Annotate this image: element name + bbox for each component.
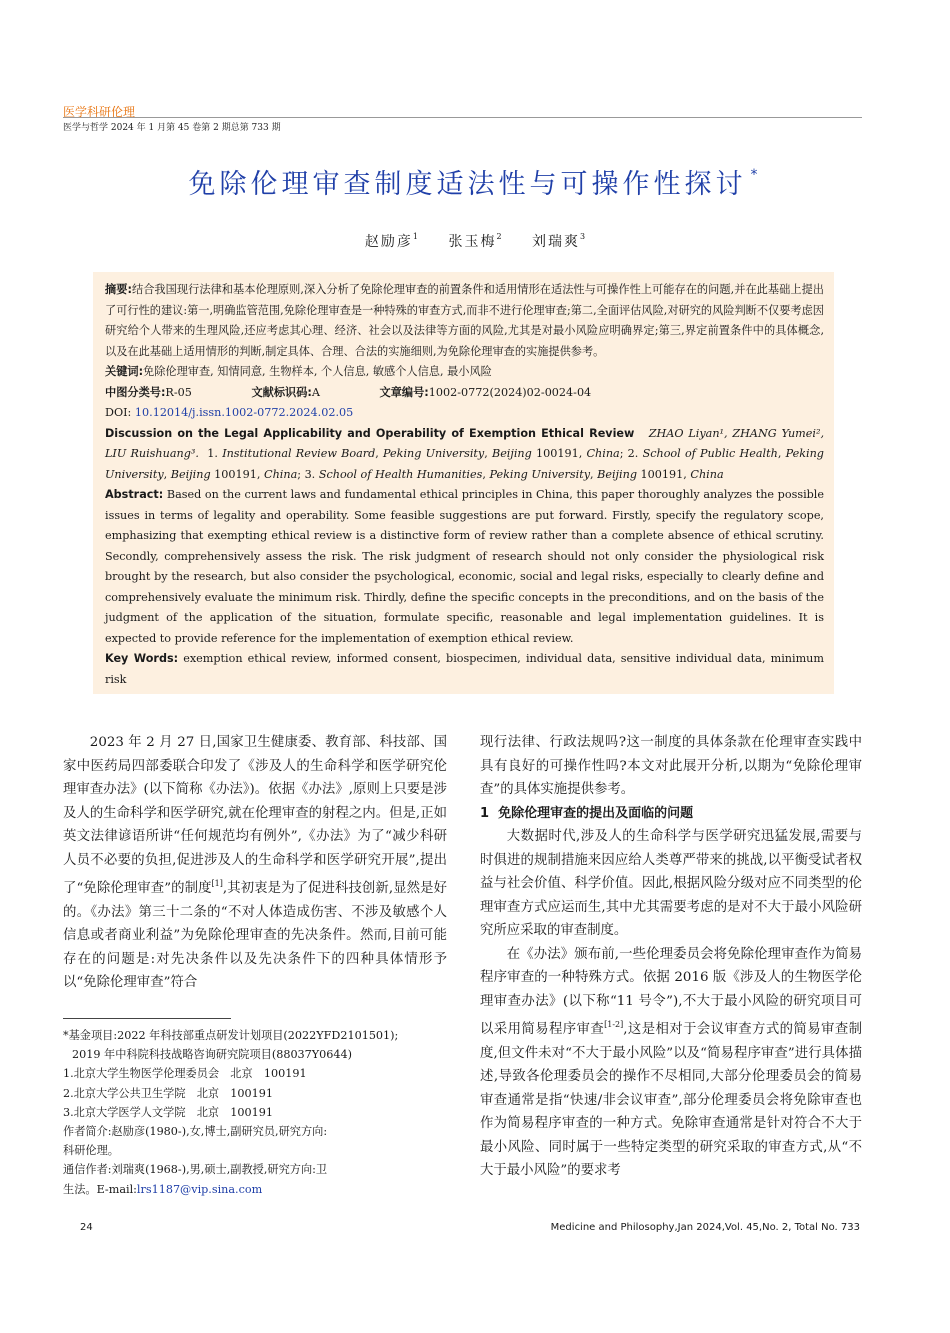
english-authors: ZHAO Liyan¹, ZHANG Yumei², LIU Ruishuang³. [105,426,825,460]
body-paragraph: 2023 年 2 月 27 日,国家卫生健康委、教育部、科技部、国家中医药局四部委联合印发了《涉及人的生命科学和医学研究伦理审查办法》(以下简称《办法》)。依据《办法》,原则上只要是涉及人的生命科学和医学研究,就在伦理审查的射程之内。但是,正如英文法律谚语所讲“任何规范均有例外”,《办法》为了“减少科研人员不必要的负担,促进涉及人的生命科学和医学研究开展”,提出了“免除伦理审查”的制度[1],其初衷是为了促进科技创新,显然是好的。《办法》第三十二条的“不对人体造成伤害、不涉及敏感个人信息或者商业利益”为免除伦理审查的先决条件。然而,目前可能存在的问题是:对先决条件以及先决条件下的四种具体情形予以“免除伦理审查”符合 [63,735,447,990]
body-paragraph: 大数据时代,涉及人的生命科学与医学研究迅猛发展,需要与时俱进的规制措施来因应给人类尊严带来的挑战,以平衡受试者权益与社会价值、科学价值。因此,根据风险分级对应不同类型的伦理审查方式应运而生,其中尤其需要考虑的是对不大于最小风险研究所应采取的审查制度。 [480,829,862,938]
journal-info: 医学与哲学 2024 年 1 月第 45 卷第 2 期总第 733 期 [63,123,281,133]
author-bio: 作者简介:赵励彦(1980-),女,博士,副研究员,研究方向: [63,1125,328,1139]
affiliation-1: 1.北京大学生物医学伦理委员会 北京 100191 [63,1067,307,1081]
english-title: Discussion on the Legal Applicability and Operability of Exemption Ethical Review [105,426,635,440]
doi-link[interactable]: 10.12014/j.issn.1002-0772.2024.02.05 [134,406,354,419]
affiliation-3: 3.北京大学医学人文学院 北京 100191 [63,1105,274,1119]
citation: [1-2] [604,1020,624,1029]
abstract-box [93,272,834,694]
corresponding-author: 通信作者:刘瑞爽(1968-),男,硕士,副教授,研究方向:卫 [63,1163,328,1177]
paper-title [63,162,887,201]
english-keywords: Key Words: exemption ethical review, informed consent, biospecimen, individual data, sensitive individual data, minimum risk [105,652,824,686]
title-text: 免除伦理审查制度适法性与可操作性探讨 [188,169,747,200]
body-right-column [480,731,862,1183]
body-paragraph: 现行法律、行政法规吗?这一制度的具体条款在伦理审查实践中具有良好的可操作性吗?本文对此展开分析,以期为“免除伦理审查”的具体实施提供参考。 [480,735,862,797]
body-paragraph: 在《办法》颁布前,一些伦理委员会将免除伦理审查作为简易程序审查的一种特殊方式。依据 2016 版《涉及人的生物医学伦理审查办法》(以下称“11 号令”),不大于最小风险的研究项目可以采用简易程序审查[1-2],这是相对于会议审查方式的简易审查制度,但文件未对“不大于最小风险”以及“简易程序审查”进行具体描述,导致各伦理委员会的操作不尽相同,大部分伦理委员会的简易审查通常是指“快速/非会议审查”,部分伦理委员会将免除审查也作为简易程序审查的一种方式。免除审查通常是针对符合不大于最小风险、同时属于一些特定类型的研究采取的审查方式,从“不大于最小风险”的要求考 [480,946,862,1178]
author-list [63,231,887,251]
classification-row: 中图分类号:R-05 文献标识码:A 文章编号:1002-0772(2024)02-0024-04 [105,385,592,399]
page-number: 24 [80,1222,93,1233]
affiliation-2: 2.北京大学公共卫生学院 北京 100191 [63,1086,274,1100]
fund-note: *基金项目:2022 年科技部重点研发计划项目(2022YFD2101501); [63,1029,399,1042]
doi-row: DOI: 10.12014/j.issn.1002-0772.2024.02.05 [105,406,354,419]
title-fund-mark: * [750,167,762,183]
english-title-row: Discussion on the Legal Applicability and Operability of Exemption Ethical Review ZHAO Liyan¹, ZHANG Yumei², LIU Ruishuang³. 1. Institutional Review Board, Peking University, Beijing 100191, China; 2. School of Public Health, Peking University, Beijing 100191, China; 3. School of Health Humanities, Peking University, Beijing 100191, China [105,426,825,481]
header-rule [63,117,862,118]
section-tag: 医学科研伦理 [63,105,136,119]
citation: [1] [211,879,223,888]
section-heading: 1 免除伦理审查的提出及面临的问题 [480,805,694,821]
keywords-cn: 关键词:免除伦理审查, 知情同意, 生物样本, 个人信息, 敏感个人信息, 最小风险 [105,365,492,378]
email-link[interactable]: lrs1187@vip.sina.com [136,1182,263,1196]
footnotes: *基金项目:2022 年科技部重点研发计划项目(2022YFD2101501); 2019 年中科院科技战略咨询研究院项目(88037Y0644) 1.北京大学生物医学伦理委员会 北京 100191 2.北京大学公共卫生学院 北京 100191 3.北京大学医学人文学院 北京 100191 作者简介:赵励彦(1980-),女,博士,副研究员,研究方向: 科研伦理。 通信作者:刘瑞爽(1968-),男,硕士,副教授,研究方向:卫 生法。E-mail:lrs1187@vip.sina.com [63,1026,447,1199]
body-left-column [63,731,447,995]
author-3: 刘瑞爽$^3$ [532,232,586,250]
abstract-cn: 摘要:结合我国现行法律和基本伦理原则,深入分析了免除伦理审查的前置条件和适用情形在适法性与可操作性上可能存在的问题,并在此基础上提出了可行性的建议:第一,明确监管范围,免除伦理审查是一种特殊的审查方式,而非不进行伦理审查;第二,全面评估风险,对研究的风险判断不仅要考虑因研究给个人带来的生理风险,还应考虑其心理、经济、社会以及法律等方面的风险,尤其是对最小风险应明确界定;第三,界定前置条件中的具体概念,以及在此基础上适用情形的判断,制定具体、合理、合法的实施细则,为免除伦理审查的实施提供参考。 [105,283,824,358]
author-2: 张玉梅$^2$ [448,232,502,250]
footnote-rule [63,1018,231,1019]
english-abstract: Abstract: Based on the current laws and fundamental ethical principles in China, this paper thoroughly analyzes the possible issues in terms of legality and operability. Some feasible suggestions are put forward. Firstly, specify the regulatory scope, emphasizing that exempting ethical review is a distinctive form of review rather than a complete absence of ethical scrutiny. Secondly, comprehensively assess the risk. The risk judgment of research should not only consider the physiological risk brought by the research, but also consider the psychological, economic, social and legal risks, especially to clearly define and comprehensively evaluate the minimum risk. Thirdly, define the specific concepts in the preconditions, and on the basis of the judgment of the application of the situation, formulate specific, reasonable and legal implementation guidelines. It is expected to provide reference for the implementation of exemption ethical review. [105,488,825,645]
author-1: 赵励彦$^1$ [364,232,418,250]
running-footer: Medicine and Philosophy,Jan 2024,Vol. 45,No. 2, Total No. 733 [550,1222,860,1233]
